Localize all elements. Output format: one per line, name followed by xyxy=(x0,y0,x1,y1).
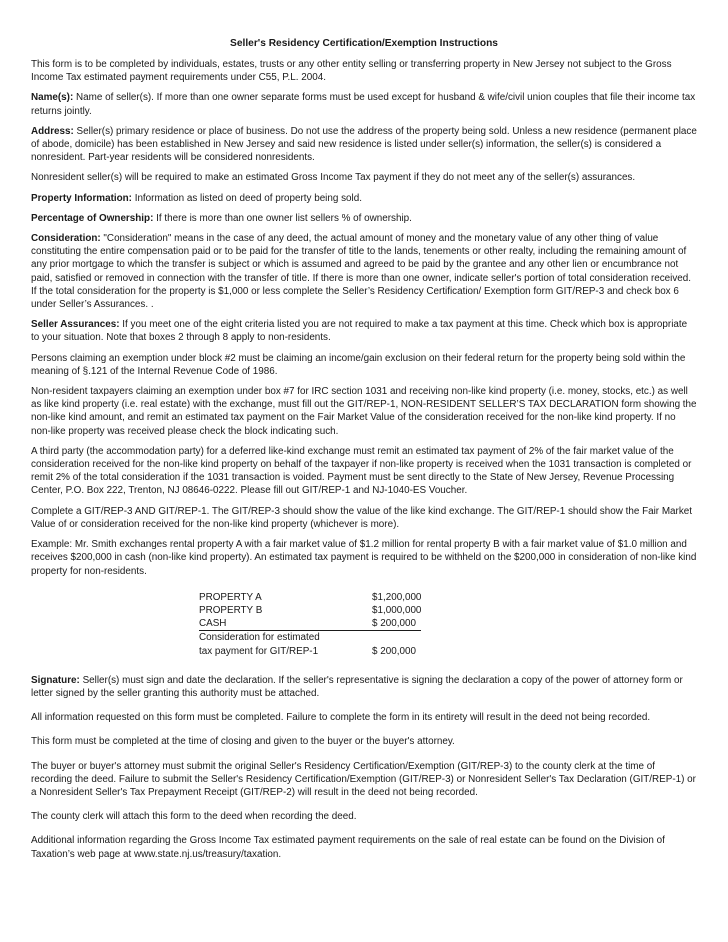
instructions-page xyxy=(31,37,697,861)
ownership-label: Percentage of Ownership: xyxy=(31,212,154,224)
buyer-paragraph: The buyer or buyer's attorney must submit the original Seller's Residency Certification/Exemption (GIT/REP-3) to the county clerk at the time of recording the deed. Failure to submit the Seller's Residency Certification/Exemption (GIT/REP-3) or Nonresident Seller's Tax Declaration (GIT/REP-1) or a Nonresident Seller's Tax Prepayment Receipt (GIT/REP-2) will result in the deed not being recorded. xyxy=(31,760,696,798)
row-amount: $ 200,000 xyxy=(372,617,421,631)
name-text: Name of seller(s). If more than one owner separate forms must be used except for husband & wife/civil union couples that file their income tax returns jointly. xyxy=(31,92,696,117)
total-label-line2: tax payment for GIT/REP-1 xyxy=(199,645,319,657)
row-label: CASH xyxy=(199,617,372,631)
total-label-line1: Consideration for estimated xyxy=(199,632,320,644)
name-label: Name(s): xyxy=(31,92,74,104)
address-text: Seller(s) primary residence or place of business. Do not use the address of the property being sold. Unless a new residence (permanent place of abode, domicile) has been established in New Jersey and said new residence is listed under seller(s) information, the seller(s) is considered a nonresident. Part-year residents will be considered nonresidents. xyxy=(31,125,697,164)
third-party-paragraph: A third party (the accommodation party) for a deferred like-kind exchange must remit an estimated tax payment of 2% of the fair market value of the consideration received for the non-like kind property on behalf of the taxpayer if non-like property is received when the 1031 transaction is completed or remit 2% of the total consideration if the 1031 transaction is voided. Payment must be sent directly to the State of New Jersey, Revenue Processing Center, P.O. Box 222, Trenton, NJ 08646-0222. Please fill out GIT/REP-1 and NJ-1040-ES Voucher. xyxy=(31,445,692,497)
all-info-paragraph: All information requested on this form must be completed. Failure to complete the form in its entirety will result in the deed not being recorded. xyxy=(31,712,651,724)
consideration-paragraph xyxy=(31,232,697,311)
assurances-text: If you meet one of the eight criteria listed you are not required to make a tax payment at this time. Check which box is appropriate to your situation. Note that boxes 2 through 8 apply to non-residents. xyxy=(31,319,688,344)
intro-paragraph: This form is to be completed by individuals, estates, trusts or any other entity selling or transferring property in New Jersey not subject to the Gross Income Tax estimated payment requirements under C55, P.L. 2004. xyxy=(31,59,672,84)
total-amount: $ 200,000 xyxy=(372,645,416,657)
additional-info-paragraph: Additional information regarding the Gross Income Tax estimated payment requirements on the sale of real estate can be found on the Division of Taxation’s web page at www.state.nj.us/treasury/taxation. xyxy=(31,835,665,860)
table-row xyxy=(199,631,421,645)
page-title: Seller's Residency Certification/Exemption Instructions xyxy=(230,38,498,49)
nonresident-paragraph: Nonresident seller(s) will be required to make an estimated Gross Income Tax payment if they do not meet any of the seller(s) assurances. xyxy=(31,172,636,184)
signature-paragraph xyxy=(31,674,697,700)
county-paragraph: The county clerk will attach this form to the deed when recording the deed. xyxy=(31,811,357,823)
table-row xyxy=(199,604,421,617)
complete-paragraph: Complete a GIT/REP-3 AND GIT/REP-1. The GIT/REP-3 should show the value of the like kind exchange. The GIT/REP-1 should show the Fair Market Value of or consideration received for the non-like kind property (whichever is more). xyxy=(31,505,692,530)
signature-text: Seller(s) must sign and date the declaration. If the seller's representative is signing the declaration a copy of the power of attorney form or letter signed by the seller granting this authority must be attached. xyxy=(31,674,683,699)
name-paragraph xyxy=(31,91,697,117)
closing-paragraph: This form must be completed at the time of closing and given to the buyer or the buyer's attorney. xyxy=(31,736,455,748)
row-amount: $1,200,000 xyxy=(372,591,422,603)
ownership-paragraph xyxy=(31,212,697,225)
address-label: Address: xyxy=(31,125,74,137)
assurances-label: Seller Assurances: xyxy=(31,319,120,331)
address-paragraph xyxy=(31,125,697,165)
consideration-text: "Consideration" means in the case of any deed, the actual amount of money and the monetary value of any other thing of value constituting the entire compensation paid or to be paid for the transfer of title to the lands, tenements or other realty, including the remaining amount of any prior mortgage to which the transfer is subject or which is assumed and agreed to be paid by the grantee and any other lien or encumbrance not paid, satisfied or removed in connection with the transfer of title. If there is more than one owner, indicate seller's portion of total consideration received. If the total consideration for the property is $1,000 or less complete the Seller’s Residency Certification/ Exemption form GIT/REP-3 and check box 6 under Seller’s Assurances. . xyxy=(31,233,692,311)
consideration-label: Consideration: xyxy=(31,233,101,245)
signature-label: Signature: xyxy=(31,674,80,686)
box7-paragraph: Non-resident taxpayers claiming an exemption under box #7 for IRC section 1031 and receiving non-like kind property (i.e. money, stocks, etc.) as well as like kind property (i.e. real estate) with the exchange, must fill out the GIT/REP-1, NON-RESIDENT SELLER’S TAX DECLARATION form showing the non-like kind amount, and remit an estimated tax payment on the Fair Market Value of the consideration received for the non-like kind property. If no non-like property was received please check the block indicating such. xyxy=(31,386,697,437)
example-paragraph: Example: Mr. Smith exchanges rental property A with a fair market value of $1.2 million for rental property B with a fair market value of $1.0 million and receives $200,000 in cash (non-like kind property). An estimated tax payment is required to be withheld on the $200,000 in consideration of non-like kind property for non-residents. xyxy=(31,539,697,577)
property-info-text: Information as listed on deed of property being sold. xyxy=(131,192,362,204)
table-row xyxy=(199,591,421,604)
property-info-label: Property Information: xyxy=(31,192,132,204)
example-table xyxy=(199,591,421,658)
assurances-paragraph xyxy=(31,318,697,344)
table-row xyxy=(199,645,421,658)
row-amount: $1,000,000 xyxy=(372,604,422,616)
property-info-paragraph xyxy=(31,192,697,205)
table-row xyxy=(199,617,421,631)
row-label: PROPERTY A xyxy=(199,591,262,603)
ownership-text: If there is more than one owner list sellers % of ownership. xyxy=(153,212,412,224)
block2-paragraph: Persons claiming an exemption under block #2 must be claiming an income/gain exclusion on their federal return for the property being sold within the meaning of §.121 of the Internal Revenue Code of 1986. xyxy=(31,352,686,377)
row-label: PROPERTY B xyxy=(199,604,263,616)
